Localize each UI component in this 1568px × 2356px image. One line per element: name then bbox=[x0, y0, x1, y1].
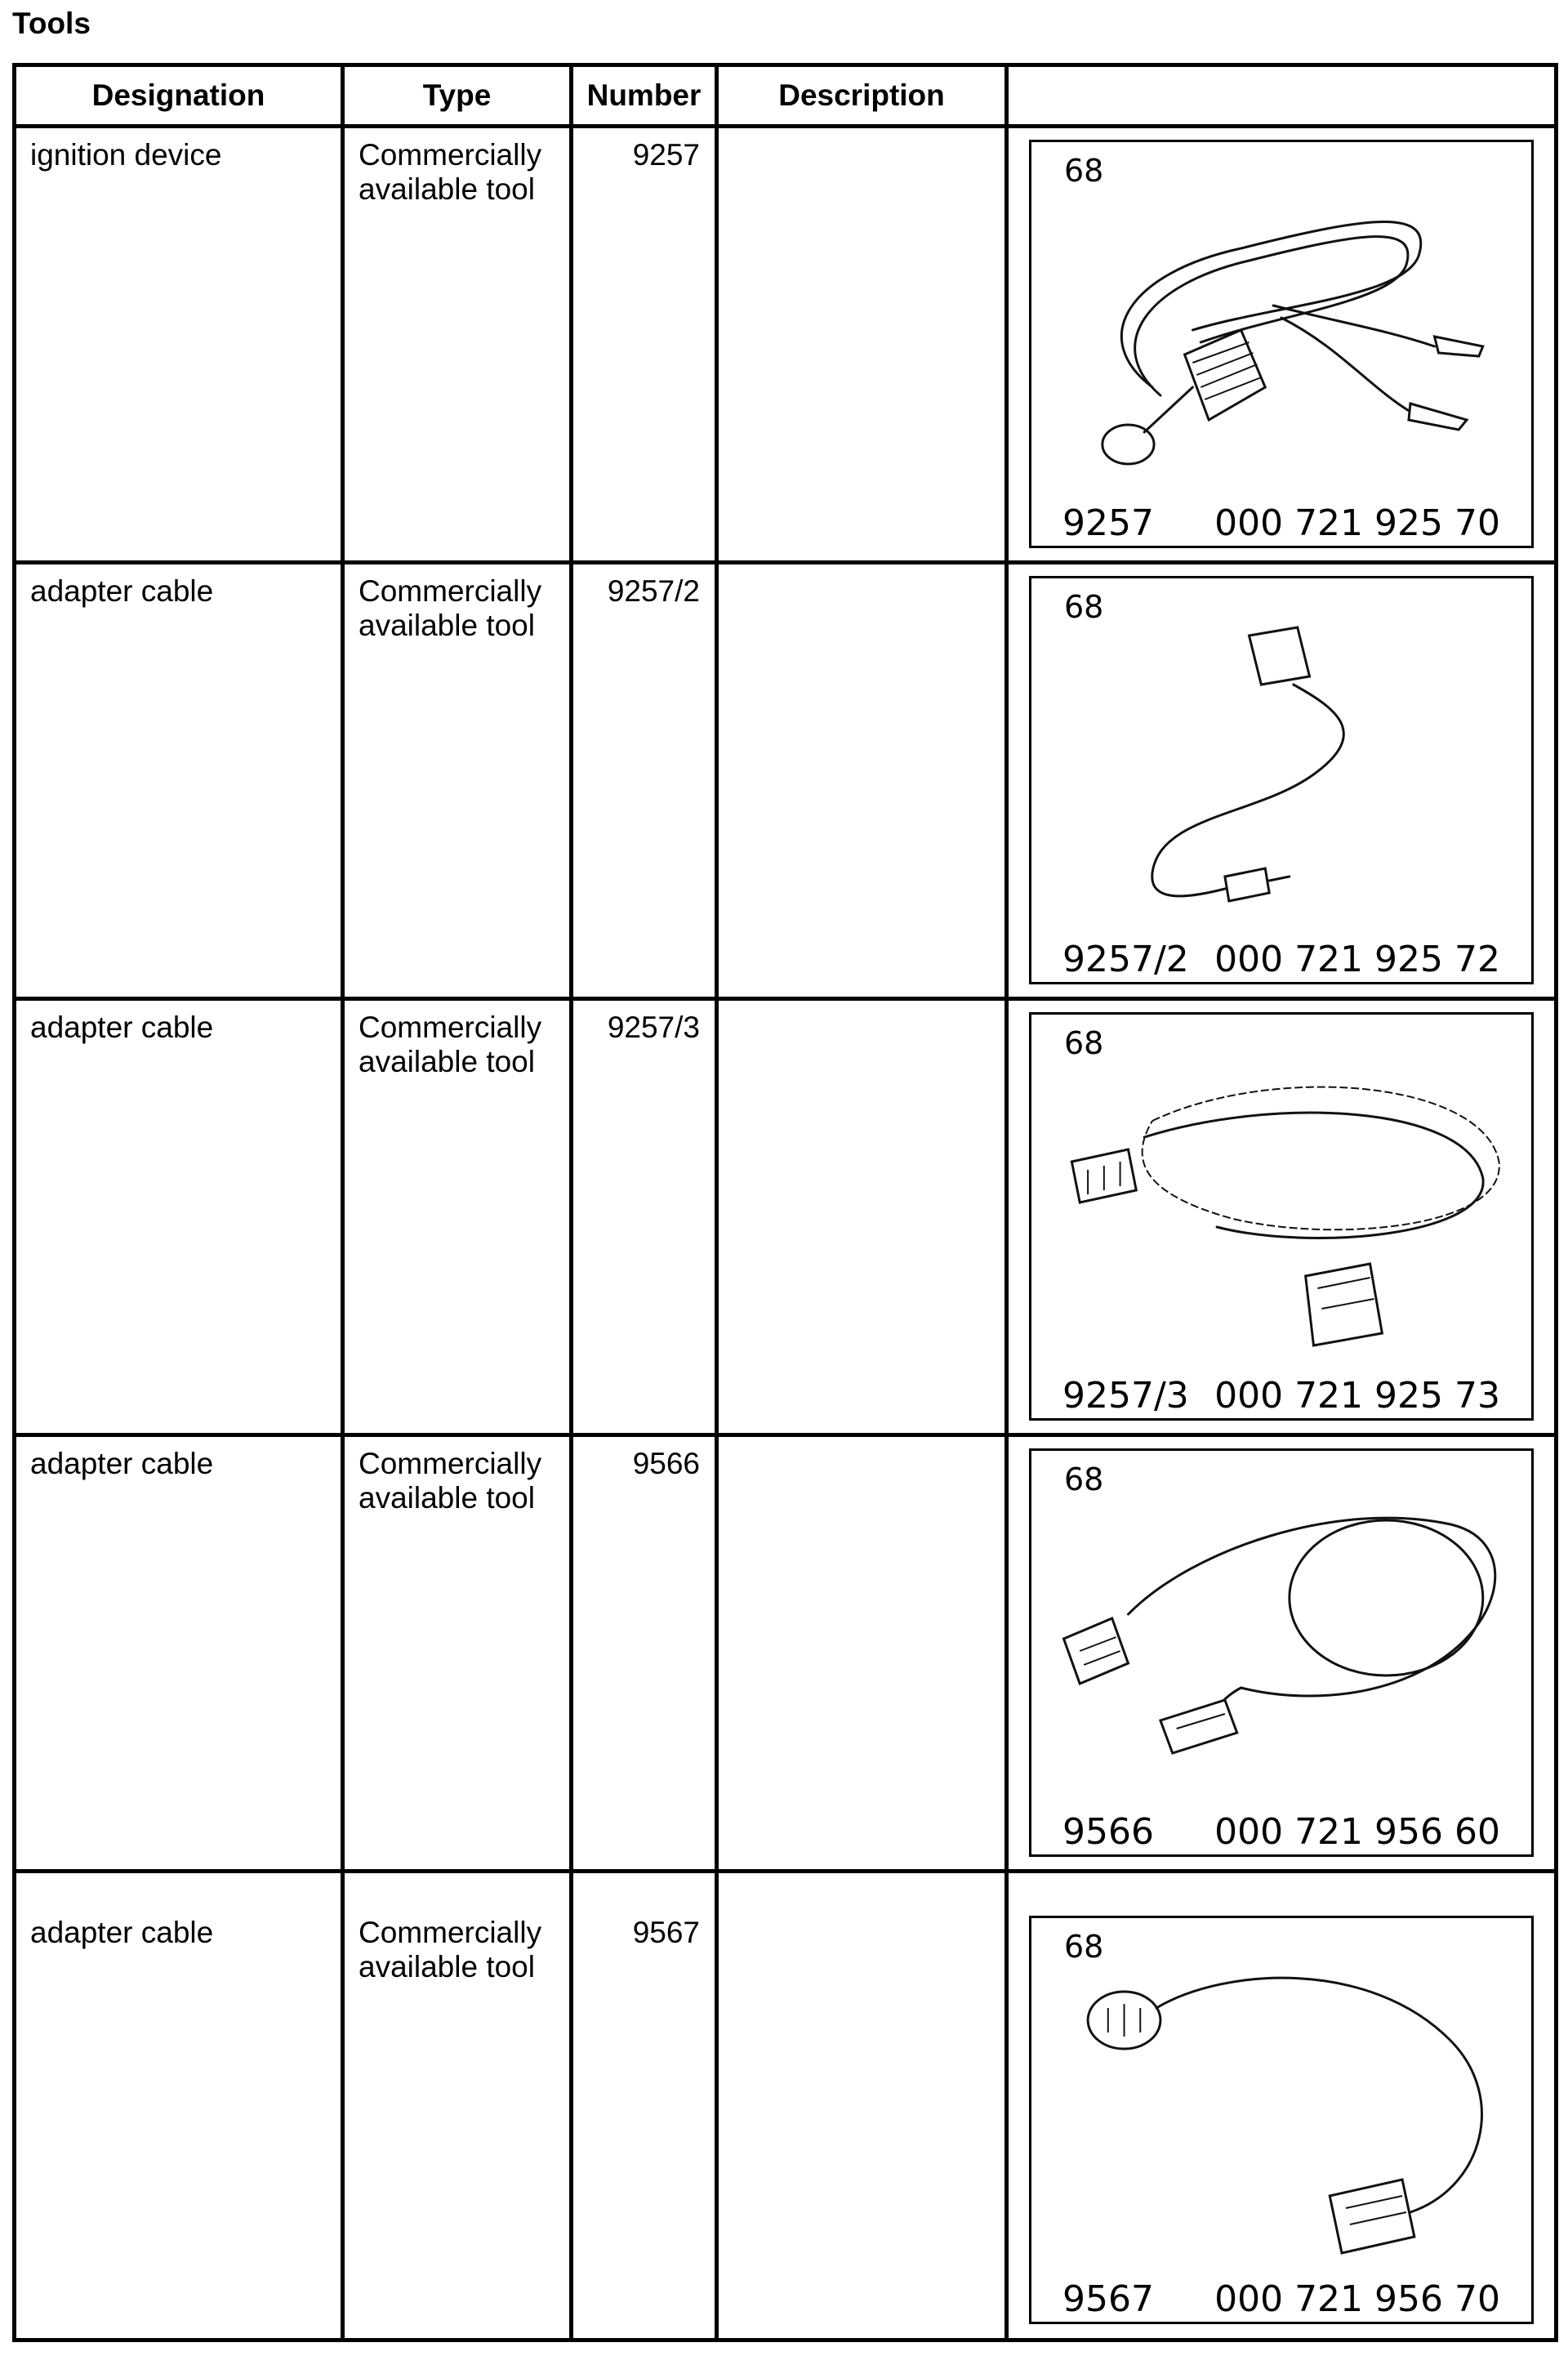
number-cell bbox=[572, 127, 717, 563]
figure-ref: 68 bbox=[1064, 1461, 1104, 1497]
header-number: Number bbox=[572, 65, 717, 127]
figure-code: 9566 bbox=[1062, 1811, 1154, 1853]
table-row bbox=[15, 563, 1557, 999]
table-row bbox=[15, 1872, 1557, 2340]
figure-code: 9257/2 bbox=[1062, 939, 1189, 980]
adapter-cable-icon bbox=[1031, 1015, 1531, 1418]
designation-cell bbox=[15, 1872, 343, 2340]
figure-part-number: 000 721 956 70 bbox=[1214, 2278, 1500, 2320]
type-cell bbox=[343, 127, 572, 563]
ignition-device-icon bbox=[1031, 142, 1531, 546]
figure-code: 9567 bbox=[1062, 2278, 1154, 2320]
figure-ref: 68 bbox=[1064, 153, 1104, 189]
number-text: 9257/3 bbox=[607, 1011, 700, 1044]
tools-table bbox=[12, 63, 1558, 2342]
type-text: Commercially available tool bbox=[359, 138, 542, 206]
designation-text: adapter cable bbox=[30, 1447, 214, 1480]
tool-figure bbox=[1029, 140, 1534, 548]
number-text: 9566 bbox=[632, 1447, 700, 1480]
figure-cell bbox=[1007, 127, 1557, 563]
figure-part-number: 000 721 956 60 bbox=[1214, 1811, 1500, 1853]
figure-ref: 68 bbox=[1064, 1025, 1104, 1061]
description-text bbox=[719, 128, 1004, 148]
type-cell bbox=[343, 999, 572, 1435]
designation-text: adapter cable bbox=[30, 574, 214, 608]
figure-part-number: 000 721 925 72 bbox=[1214, 939, 1500, 980]
page-title: Tools bbox=[12, 7, 91, 40]
description-cell bbox=[717, 127, 1007, 563]
number-cell bbox=[572, 1435, 717, 1872]
description-cell bbox=[717, 1435, 1007, 1872]
type-text: Commercially available tool bbox=[359, 1447, 542, 1515]
designation-text: ignition device bbox=[30, 138, 222, 172]
header-row bbox=[15, 65, 1557, 127]
number-cell bbox=[572, 1872, 717, 2340]
adapter-cable-icon bbox=[1031, 1451, 1531, 1854]
table-row bbox=[15, 127, 1557, 563]
description-text bbox=[719, 1873, 1004, 1925]
table-row bbox=[15, 1435, 1557, 1872]
number-cell bbox=[572, 563, 717, 999]
adapter-cable-icon bbox=[1031, 1918, 1531, 2322]
figure-cell bbox=[1007, 1435, 1557, 1872]
designation-text: adapter cable bbox=[30, 1916, 214, 1949]
designation-cell bbox=[15, 563, 343, 999]
tool-figure bbox=[1029, 1012, 1534, 1421]
figure-part-number: 000 721 925 70 bbox=[1214, 502, 1500, 544]
figure-ref: 68 bbox=[1064, 1929, 1104, 1965]
description-cell bbox=[717, 1872, 1007, 2340]
figure-cell bbox=[1007, 999, 1557, 1435]
description-cell bbox=[717, 563, 1007, 999]
header-description: Description bbox=[717, 65, 1007, 127]
header-figure bbox=[1007, 65, 1557, 127]
number-text: 9567 bbox=[632, 1916, 700, 1949]
type-text: Commercially available tool bbox=[359, 574, 542, 642]
number-text: 9257 bbox=[632, 138, 700, 172]
table-row bbox=[15, 999, 1557, 1435]
type-text: Commercially available tool bbox=[359, 1916, 542, 1983]
description-cell bbox=[717, 999, 1007, 1435]
figure-cell bbox=[1007, 563, 1557, 999]
figure-ref: 68 bbox=[1064, 589, 1104, 625]
designation-cell bbox=[15, 999, 343, 1435]
header-designation: Designation bbox=[15, 65, 343, 127]
type-cell bbox=[343, 563, 572, 999]
figure-part-number: 000 721 925 73 bbox=[1214, 1375, 1500, 1417]
type-cell bbox=[343, 1872, 572, 2340]
designation-cell bbox=[15, 127, 343, 563]
type-cell bbox=[343, 1435, 572, 1872]
tool-figure bbox=[1029, 1916, 1534, 2324]
description-text bbox=[719, 1437, 1004, 1457]
designation-text: adapter cable bbox=[30, 1011, 214, 1044]
header-type: Type bbox=[343, 65, 572, 127]
designation-cell bbox=[15, 1435, 343, 1872]
description-text bbox=[719, 1001, 1004, 1020]
figure-code: 9257/3 bbox=[1062, 1375, 1189, 1417]
adapter-cable-icon bbox=[1031, 578, 1531, 982]
tool-figure bbox=[1029, 576, 1534, 984]
type-text: Commercially available tool bbox=[359, 1011, 542, 1078]
description-text bbox=[719, 564, 1004, 584]
number-text: 9257/2 bbox=[607, 574, 700, 608]
figure-code: 9257 bbox=[1062, 502, 1154, 544]
tool-figure bbox=[1029, 1448, 1534, 1857]
figure-cell bbox=[1007, 1872, 1557, 2340]
number-cell bbox=[572, 999, 717, 1435]
